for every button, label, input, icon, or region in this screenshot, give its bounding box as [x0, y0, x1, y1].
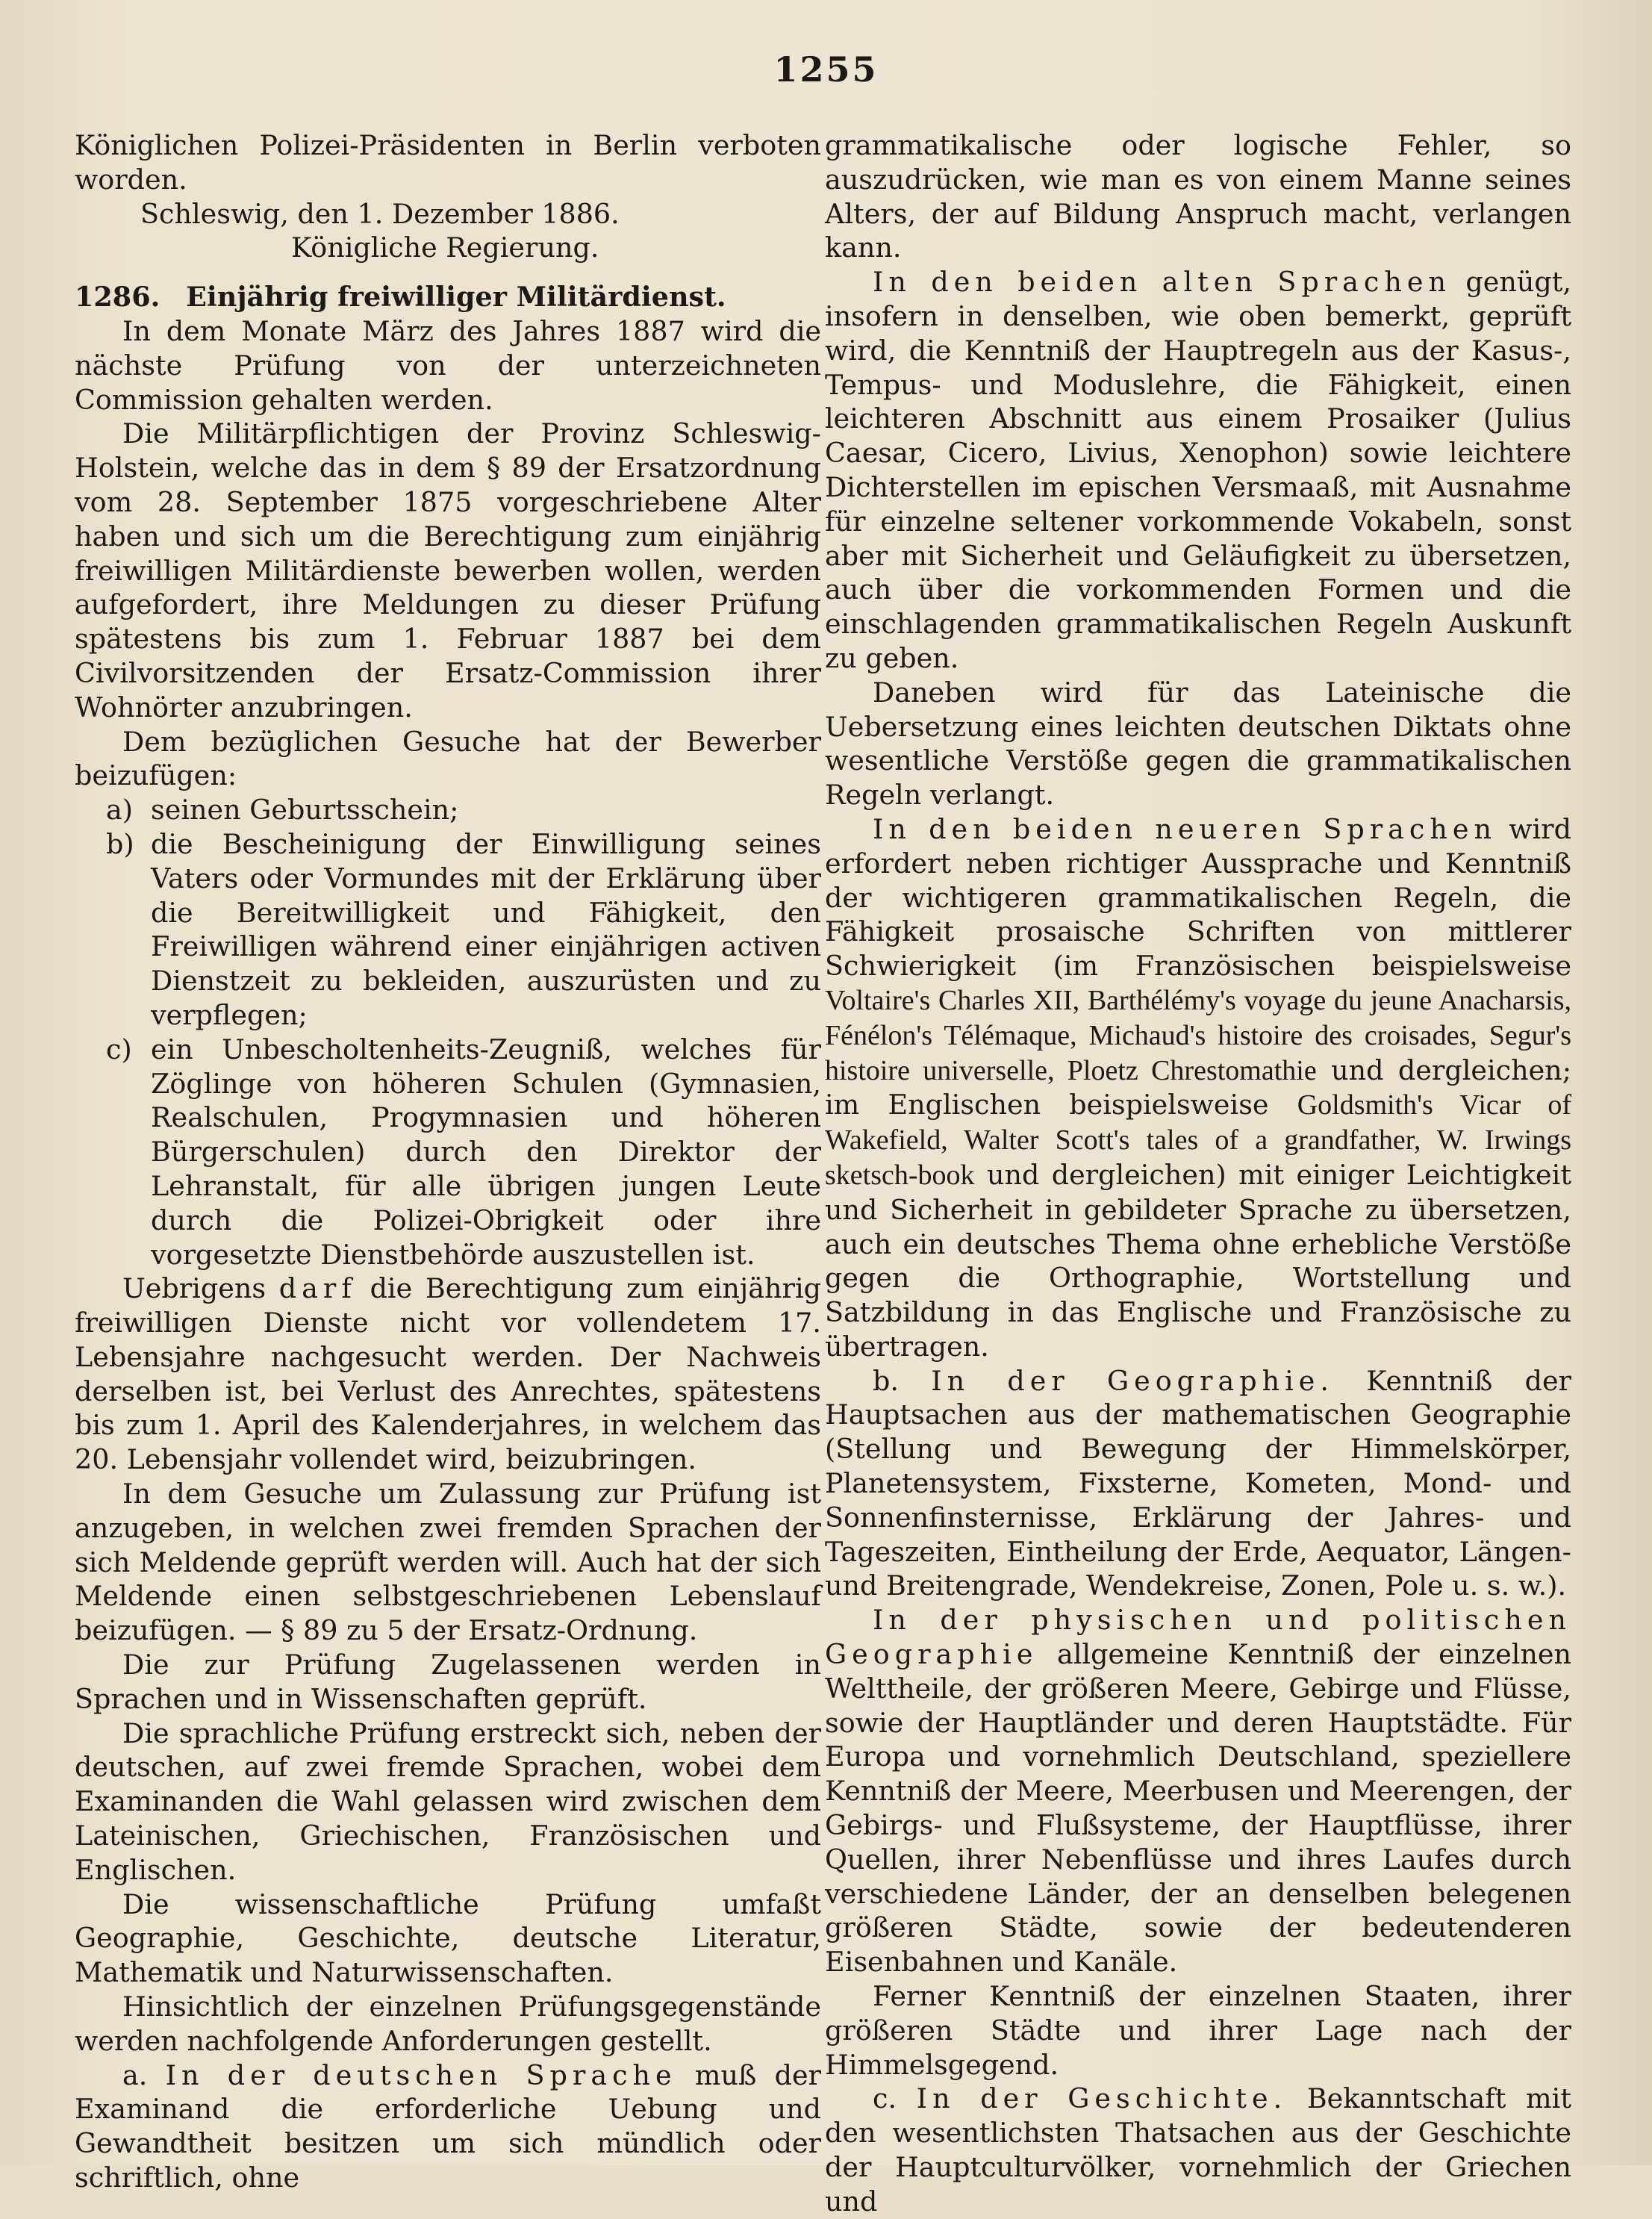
- paragraph-text: und dergleichen) mit einiger Leichtigkeit und Sicherheit in gebildeter Sprache zu übersetzen, auch ein deutsches Thema ohne erhebliche Verstöße gegen die Orthographie, Wortstellung und Satzbildung in das Englische und Französische zu übertragen.: [825, 1158, 1571, 1363]
- paragraph: [825, 1603, 1571, 1979]
- spaced-emphasis: In den beiden neueren Sprachen: [873, 812, 1497, 845]
- section-heading: [75, 280, 821, 314]
- paragraph-text: und dergleichen; im Englischen beispielsweise: [825, 1054, 1571, 1121]
- paragraph: In dem Monate März des Jahres 1887 wird die nächste Prüfung von der unterzeichneten Commission gehalten werden.: [75, 314, 821, 416]
- section-title: Einjährig freiwilliger Militärdienst.: [186, 281, 726, 314]
- list-item-label: c): [106, 1033, 132, 1065]
- list-item: [75, 1033, 821, 1272]
- latin-text: Goldsmith's Vicar of Wakefield, Walter Scott's tales of a grandfather, W. Irwings sketsch-book: [825, 1089, 1571, 1191]
- subsection-label: a.: [122, 2058, 148, 2091]
- paragraph: [75, 2058, 821, 2195]
- paragraph: [75, 1272, 821, 1477]
- paragraph-rest: Bekanntschaft mit den wesentlichsten Thatsachen aus der Geschichte der Hauptculturvölker, vornehmlich der Griechen und: [825, 2082, 1571, 2218]
- paragraph: [825, 265, 1571, 676]
- list-item-text: seinen Geburtsschein;: [151, 794, 459, 827]
- spaced-emphasis: darf: [278, 1272, 357, 1305]
- section-number: 1286.: [75, 281, 160, 314]
- place-date: Schleswig, den 1. Dezember 1886.: [140, 197, 620, 230]
- paragraph: [825, 1364, 1571, 1604]
- paragraph: Die wissenschaftliche Prüfung umfaßt Geographie, Geschichte, deutsche Literatur, Mathematik und Naturwissenschaften.: [75, 1887, 821, 1989]
- subsection-label: c.: [873, 2082, 897, 2115]
- latin-text: Voltaire's Charles XII, Barthélémy's voyage du jeune Anacharsis, Fénélon's Télémaque, Michaud's histoire des croisades, Segur's histoire universelle, Ploetz Chrestomathie: [825, 984, 1571, 1086]
- paragraph: grammatikalische oder logische Fehler, so auszudrücken, wie man es von einem Manne seines Alters, der auf Bildung Anspruch macht, verlangen kann.: [825, 129, 1571, 264]
- paragraph: Die zur Prüfung Zugelassenen werden in Sprachen und in Wissenschaften geprüft.: [75, 1649, 821, 1715]
- spaced-emphasis: In der Geschichte.: [916, 2082, 1288, 2115]
- paragraph-rest: allgemeine Kenntniß der einzelnen Welttheile, der größeren Meere, Gebirge und Flüsse, sowie der Hauptländer und deren Hauptstädte. Für Europa und vornehmlich Deutschland, speziellere Kenntniß der Meere, Meerbusen und Meerengen, der Gebirgs- und Flußsysteme, der Hauptflüsse, ihrer Quellen, ihrer Nebenflüsse und ihres Laufes durch verschiedene Länder, der an denselben belegenen größeren Städte, sowie der bedeutenderen Eisenbahnen und Kanäle.: [825, 1638, 1572, 1979]
- left-column: [75, 128, 821, 2195]
- right-column: [825, 128, 1571, 2219]
- paragraph: Ferner Kenntniß der einzelnen Staaten, ihrer größeren Städte und ihrer Lage nach der Himmelsgegend.: [825, 1980, 1571, 2081]
- spaced-emphasis: In der physischen und politischen Geographie: [825, 1604, 1571, 1671]
- paragraph-text: wird erfordert neben richtiger Aussprache und Kenntniß der wichtigeren grammatikalischen Regeln, die Fähigkeit prosaische Schriften von mittlerer Schwierigkeit (im Französischen beispielsweise: [825, 812, 1571, 983]
- list-item: [75, 793, 821, 827]
- list-item-text: die Bescheinigung der Einwilligung seines Vaters oder Vormundes mit der Erklärung über die Bereitwilligkeit und Fähigkeit, den Freiwilligen während einer einjährigen activen Dienstzeit zu bekleiden, auszurüsten und zu verpflegen;: [151, 827, 821, 1031]
- paragraph-rest: die Berechtigung zum einjährig freiwilligen Dienste nicht vor vollendetem 17. Lebensjahre nachgesucht werden. Der Nachweis derselben ist, bei Verlust des Anrechtes, spätestens bis zum 1. April des Kalenderjahres, in welchem das 20. Lebensjahr vollendet wird, beizubringen.: [75, 1272, 821, 1476]
- paragraph-rest: Kenntniß der Hauptsachen aus der mathematischen Geographie (Stellung und Bewegung der Himmelskörper, Planetensystem, Fixsterne, Kometen, Mond- und Sonnenfinsternisse, Erklärung der Jahres- und Tageszeiten, Eintheilung der Erde, Aequator, Längen- und Breitengrade, Wendekreise, Zonen, Pole u. s. w.).: [825, 1364, 1571, 1602]
- paragraph: In dem Gesuche um Zulassung zur Prüfung ist anzugeben, in welchen zwei fremden Sprachen der sich Meldende geprüft werden will. Auch hat der sich Meldende einen selbstgeschriebenen Lebenslauf beizufügen. — § 89 zu 5 der Ersatz-Ordnung.: [75, 1478, 821, 1647]
- page-number: 1255: [773, 49, 879, 90]
- signing-authority: Königliche Regierung.: [291, 231, 599, 264]
- list-item-label: a): [106, 794, 134, 827]
- paragraph: Dem bezüglichen Gesuche hat der Bewerber beizufügen:: [75, 725, 821, 792]
- list-item-label: b): [106, 827, 134, 860]
- list-item: [75, 827, 821, 1033]
- spaced-emphasis: In der Geographie.: [931, 1364, 1335, 1397]
- paragraph-rest: muß der Examinand die erforderliche Uebung und Gewandtheit besitzen um sich mündlich oder schriftlich, ohne: [75, 2058, 821, 2194]
- list-item-text: ein Unbescholtenheits-Zeugniß, welches für Zöglinge von höheren Schulen (Gymnasien, Realschulen, Progymnasien und höheren Bürgerschulen) durch den Direktor der Lehranstalt, für alle übrigen jungen Leute durch die Polizei-Obrigkeit oder ihre vorgesetzte Dienstbehörde auszustellen ist.: [151, 1033, 821, 1271]
- paragraph: Daneben wird für das Lateinische die Uebersetzung eines leichten deutschen Diktats ohne wesentliche Verstöße gegen die grammatikalischen Regeln verlangt.: [825, 676, 1571, 812]
- paragraph: Hinsichtlich der einzelnen Prüfungsgegenstände werden nachfolgende Anforderungen gestellt.: [75, 1991, 821, 2057]
- paragraph-rest: genügt, insofern in denselben, wie oben bemerkt, geprüft wird, die Kenntniß der Hauptregeln aus der Kasus-, Tempus- und Moduslehre, die Fähigkeit, einen leichteren Abschnitt aus einem Prosaiker (Julius Caesar, Cicero, Livius, Xenophon) sowie leichtere Dichterstellen im epischen Versmaaß, mit Ausnahme für einzelne seltener vorkommende Vokabeln, sonst aber mit Sicherheit und Geläufigkeit zu übersetzen, auch über die vorkommenden Formen und die einschlagenden grammatikalischen Regeln Auskunft zu geben.: [825, 266, 1571, 674]
- paragraph-start: Uebrigens: [122, 1272, 266, 1305]
- spaced-emphasis: In den beiden alten Sprachen: [873, 266, 1451, 299]
- requirements-list: [75, 793, 821, 1272]
- paragraph: [825, 2082, 1571, 2218]
- paragraph: Königlichen Polizei-Präsidenten in Berlin verboten worden.: [75, 129, 821, 196]
- spaced-emphasis: In der deutschen Sprache: [165, 2058, 677, 2091]
- paragraph: Die Militärpflichtigen der Provinz Schleswig-Holstein, welche das in dem § 89 der Ersatzordnung vom 28. September 1875 vorgeschriebene Alter haben und sich um die Berechtigung zum einjährig freiwilligen Militärdienste bewerben wollen, werden aufgefordert, ihre Meldungen zu dieser Prüfung spätestens bis zum 1. Februar 1887 bei dem Civilvorsitzenden der Ersatz-Commission ihrer Wohnörter anzubringen.: [75, 417, 821, 723]
- paragraph: [825, 812, 1571, 1364]
- subsection-label: b.: [873, 1364, 899, 1397]
- paragraph: Die sprachliche Prüfung erstreckt sich, neben der deutschen, auf zwei fremde Sprachen, wobei dem Examinanden die Wahl gelassen wird zwischen dem Lateinischen, Griechischen, Französischen und Englischen.: [75, 1717, 821, 1886]
